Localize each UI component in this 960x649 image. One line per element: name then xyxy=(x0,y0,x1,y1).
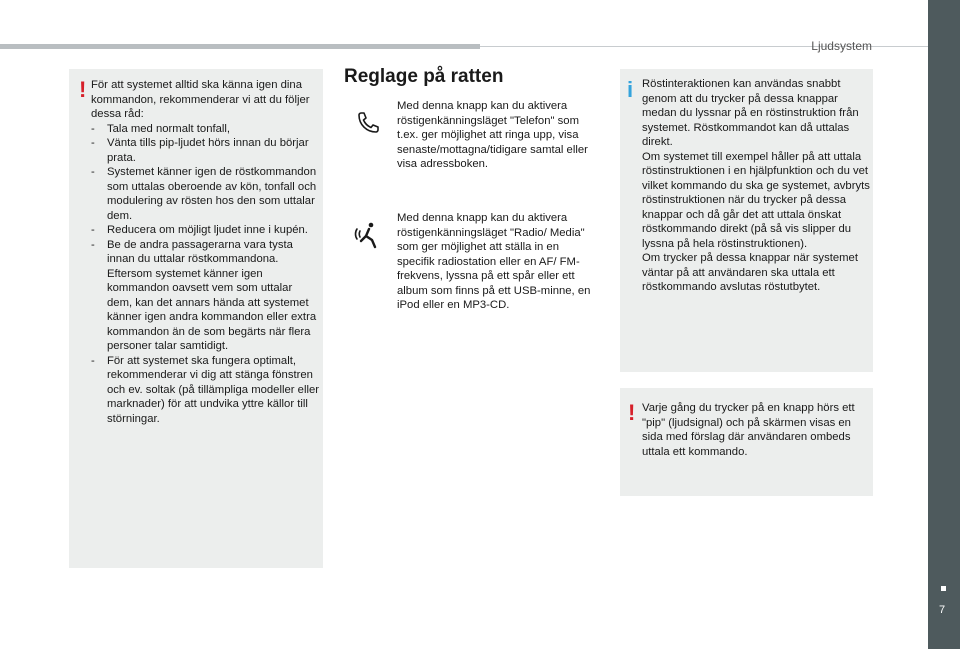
list-item: - Be de andra passagerarna vara tysta innan du uttalar röstkommandona. Eftersom systemet känner igen kommandon oavsett vem som uttalar dem, kan det annars hända att systemet känner igen andra kommandon eller extra kommandon än de som begärts när flera personer talar samtidigt. xyxy=(91,238,319,354)
info-icon: i xyxy=(627,77,634,102)
side-strip xyxy=(928,0,960,649)
tips-intro: För att systemet alltid ska känna igen dina kommandon, rekommenderar vi att du följer dessa råd: xyxy=(91,79,310,120)
info-paragraph: Om trycker på dessa knappar när systemet väntar på att användaren ska uttala ett röstkommando avslutas röstutbytet. xyxy=(642,252,858,293)
voice-button-description: Med denna knapp kan du aktivera röstigenkänningsläget "Radio/ Media" som ger möjlighet att ställa in en specifik radiostation eller en AF/ FM-frekvens, lyssna på ett spår eller ett album som finns på ett USB-minne, en iPod eller en MP3-CD. xyxy=(397,212,591,311)
warning-icon: ! xyxy=(79,77,87,102)
section-title: Reglage på ratten xyxy=(344,66,504,87)
tips-list xyxy=(91,122,319,427)
list-item: - För att systemet ska fungera optimalt, rekommenderar vi dig att stänga fönstren och ev. soltak (på tillämpliga modeller eller marknader) för att undvika yttre källor till störningar. xyxy=(91,354,319,427)
page-number: 7 xyxy=(939,604,946,616)
list-item: - Vänta tills pip-ljudet hörs innan du börjar prata. xyxy=(91,136,319,165)
voice-command-icon xyxy=(352,220,382,250)
header-rule xyxy=(0,44,480,49)
phone-button-description: Med denna knapp kan du aktivera röstigenkänningsläget "Telefon" som t.ex. ger möjlighet att ringa upp, visa senaste/mottagna/tidigare samtal eller visa adressboken. xyxy=(397,100,588,170)
info-paragraph: Om systemet till exempel håller på att uttala röstinstruktionen i en hjälpfunktion och du vet vilket kommando du ska ge systemet, avbryts röstinstruktionen när du trycker på dessa knappar och då går det att uttala önskat röstkommando direkt (på så vis slipper du lyssna på hela röstinstruktionen). xyxy=(642,150,870,250)
list-item: - Tala med normalt tonfall, xyxy=(91,122,319,137)
section-label: Ljudsystem xyxy=(811,39,872,53)
voice-interaction-info-box xyxy=(620,69,873,372)
info-paragraph: Röstinteraktionen kan användas snabbt genom att du trycker på dessa knappar medan du lyssnar på en röstinstruktion från systemet. Röstkommandot kan då uttalas direkt. xyxy=(642,78,859,148)
beep-warning-box xyxy=(620,388,873,496)
page-marker xyxy=(941,586,946,591)
phone-icon xyxy=(355,110,381,136)
warning-icon: ! xyxy=(628,400,636,425)
beep-warning-text: Varje gång du trycker på en knapp hörs ett "pip" (ljudsignal) och på skärmen visas en sida med förslag där användaren ombeds uttala ett kommando. xyxy=(642,402,855,458)
list-item: - Systemet känner igen de röstkommandon som uttalas oberoende av kön, tonfall och modulering av rösten hos den som uttalar dem. xyxy=(91,165,319,223)
voice-tips-box xyxy=(69,69,323,568)
list-item: - Reducera om möjligt ljudet inne i kupén. xyxy=(91,223,319,238)
